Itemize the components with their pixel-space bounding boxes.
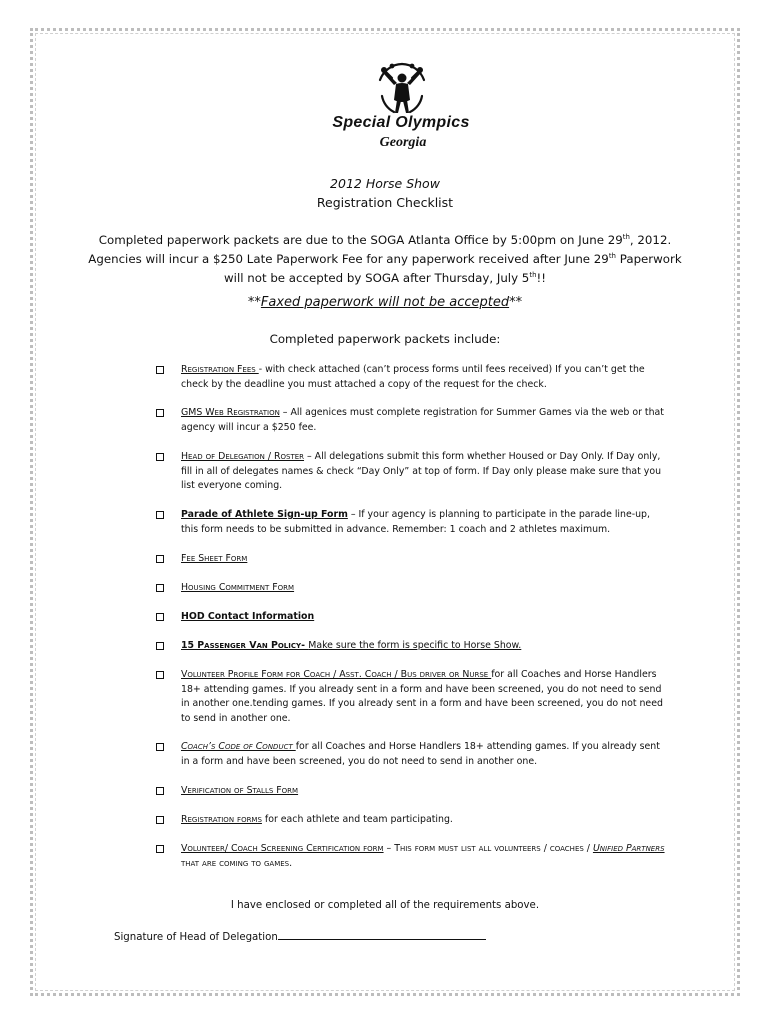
- fax-warning: **Faxed paperwork will not be accepted**: [247, 295, 523, 310]
- page-subtitle: Registration Checklist: [316, 195, 454, 210]
- signature-label: Signature of Head of Delegation: [114, 932, 278, 943]
- checkbox-icon[interactable]: [156, 845, 164, 853]
- signature-line[interactable]: [278, 928, 486, 940]
- org-name: Special Olympics: [332, 114, 470, 131]
- checkbox-icon[interactable]: [156, 511, 164, 519]
- checkbox-icon[interactable]: [156, 584, 164, 592]
- page-title: 2012 Horse Show: [330, 176, 440, 191]
- checkbox-icon[interactable]: [156, 671, 164, 679]
- checkbox-icon[interactable]: [156, 409, 164, 417]
- checkbox-icon[interactable]: [156, 453, 164, 461]
- signature-row: [114, 928, 486, 943]
- checkbox-icon[interactable]: [156, 642, 164, 650]
- closing-statement: I have enclosed or completed all of the requirements above.: [230, 900, 540, 911]
- checkbox-icon[interactable]: [156, 613, 164, 621]
- checkbox-icon[interactable]: [156, 555, 164, 563]
- checkbox-icon[interactable]: [156, 816, 164, 824]
- checkbox-icon[interactable]: [156, 366, 164, 374]
- special-olympics-logo: [372, 58, 432, 118]
- includes-heading: Completed paperwork packets include:: [269, 332, 501, 346]
- intro-paragraph: Completed paperwork packets are due to the SOGA Atlanta Office by 5:00pm on June 29th, 2012. Agencies will incur a $250 Late Paperwork Fee for any paperwork received after June 29th Paperwork will not be accepted by SOGA after Thursday, July 5th!!: [88, 232, 682, 285]
- checkbox-icon[interactable]: [156, 743, 164, 751]
- org-region: Georgia: [379, 135, 427, 150]
- checkbox-icon[interactable]: [156, 787, 164, 795]
